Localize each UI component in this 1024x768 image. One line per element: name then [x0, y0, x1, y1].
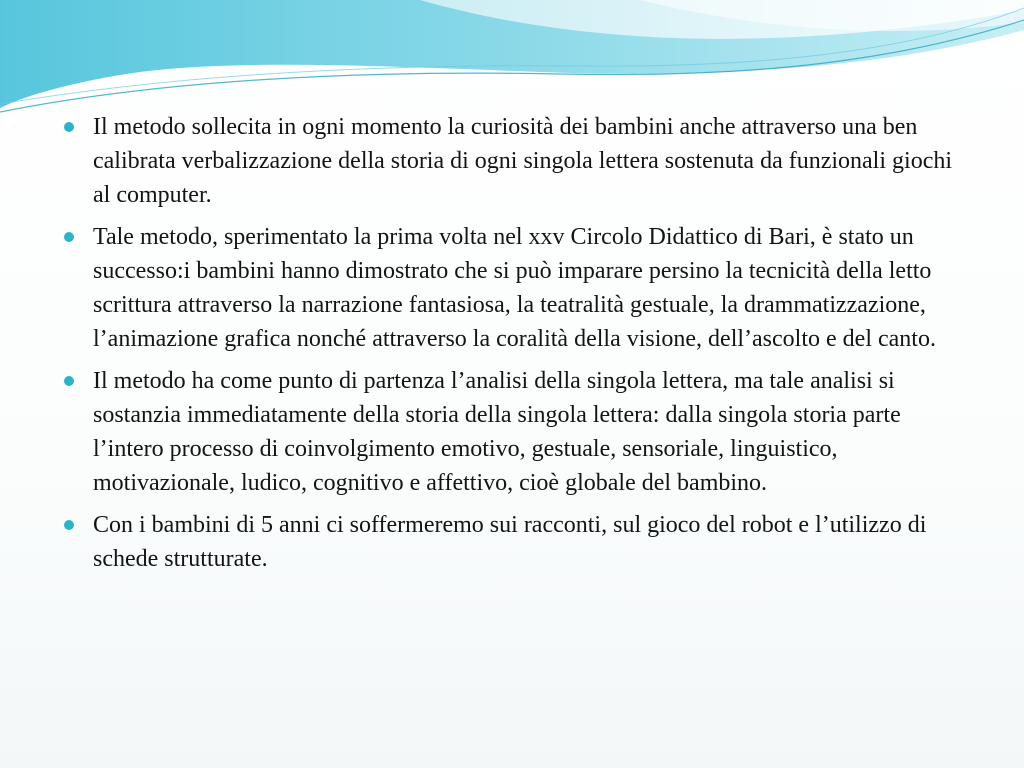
bullet-item [64, 110, 964, 212]
bullet-text: Tale metodo, sperimentato la prima volta nel xxv Circolo Didattico di Bari, è stato un successo:i bambini hanno dimostrato che si può imparare persino la tecnicità della letto scrittura attraverso la narrazione fantasiosa, la teatralità gestuale, la drammatizzazione, l’animazione grafica nonché attraverso la coralità della visione, dell’ascolto e del canto. [93, 224, 936, 352]
bullet-list [64, 110, 964, 576]
content-area [64, 110, 964, 584]
bullet-dot-icon [64, 376, 74, 386]
bullet-text: Il metodo sollecita in ogni momento la curiosità dei bambini anche attraverso una ben calibrata verbalizzazione della storia di ogni singola lettera sostenuta da funzionali giochi al computer. [93, 114, 953, 208]
bullet-text: Il metodo ha come punto di partenza l’analisi della singola lettera, ma tale analisi si sostanzia immediatamente della storia della singola lettera: dalla singola storia parte l’intero processo di coinvolgimento emotivo, gestuale, sensoriale, linguistico, motivazionale, ludico, cognitivo e affettivo, cioè globale del bambino. [93, 368, 901, 496]
bullet-item [64, 364, 964, 500]
bullet-dot-icon [64, 520, 74, 530]
bullet-item [64, 508, 964, 576]
bullet-dot-icon [64, 232, 74, 242]
bullet-item [64, 220, 964, 356]
bullet-text: Con i bambini di 5 anni ci soffermeremo sui racconti, sul gioco del robot e l’utilizzo di schede strutturate. [93, 512, 927, 572]
bullet-dot-icon [64, 122, 74, 132]
